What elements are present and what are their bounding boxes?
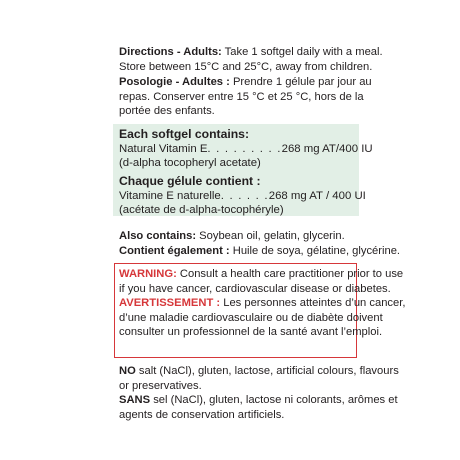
ingredient-note-en: (d-alpha tocopheryl acetate): [119, 157, 261, 169]
posologie-section: [119, 75, 372, 119]
warning-line-3: [119, 296, 406, 311]
free-from-heading-en: NO: [119, 365, 136, 377]
also-contains-text-fr: Huile de soya, gélatine, glycérine.: [229, 244, 401, 257]
warning-heading-fr: AVERTISSEMENT :: [119, 297, 221, 310]
free-from-fr-section: [119, 393, 398, 422]
also-contains-text-en: Soybean oil, gelatin, glycerin.: [196, 230, 345, 242]
free-from-line-2: or preservatives.: [119, 379, 202, 392]
warning-line-1: [119, 267, 404, 282]
free-from-line-4: agents de conservation artificiels.: [119, 408, 285, 421]
leader-dots-fr: . . . . . .: [220, 190, 269, 202]
directions-line-2: Store between 15°C and 25°C, away from children.: [119, 60, 373, 73]
ingredient-amount-fr: 268 mg AT / 400 UI: [268, 190, 366, 202]
warning-heading-en: WARNING:: [119, 268, 177, 280]
posologie-line-3: portée des enfants.: [119, 105, 215, 118]
warning-box: [114, 263, 406, 358]
directions-section: [119, 45, 383, 74]
also-contains-heading-fr: Contient également :: [119, 244, 230, 257]
warning-line-2: if you have cancer, cardiovascular disease or diabetes.: [119, 282, 391, 295]
ingredients-box: [113, 124, 373, 216]
warning-text-3: Les personnes atteintes d’un cancer,: [220, 297, 406, 310]
directions-text-1: Take 1 softgel daily with a meal.: [221, 46, 383, 58]
posologie-heading: Posologie - Adultes :: [119, 76, 230, 88]
free-from-text-3: sel (NaCl), gluten, lactose ni colorants, arômes et: [150, 394, 398, 406]
contents-heading-en: Each softgel contains:: [119, 127, 250, 141]
ingredient-row-fr: [119, 189, 366, 203]
free-from-text-1: salt (NaCl), gluten, lactose, artificial colours, flavours: [135, 365, 399, 377]
warning-text-1: Consult a health care practitioner prior to use: [176, 268, 404, 280]
free-from-en-section: [119, 364, 399, 393]
posologie-text-1: Prendre 1 gélule par jour au: [229, 76, 372, 88]
warning-line-4: d’une maladie cardiovasculaire ou de diabète doivent: [119, 311, 383, 324]
leader-dots-en: . . . . . . . . .: [207, 143, 282, 155]
posologie-line-1: [119, 75, 372, 90]
ingredient-note-fr: (acétate de d-alpha-tocophéryle): [119, 204, 284, 216]
also-contains-en: [119, 229, 357, 244]
ingredient-name-en: Natural Vitamin E: [119, 143, 208, 155]
product-label-panel: [119, 0, 406, 460]
warning-line-5: consulter un professionnel de la santé avant l’emploi.: [119, 326, 383, 339]
ingredient-amount-en: 268 mg AT/400 IU: [281, 143, 373, 155]
free-from-line-1: [119, 364, 399, 379]
directions-line-1: [119, 45, 383, 60]
also-contains-section: [119, 229, 401, 258]
also-contains-heading-en: Also contains:: [119, 230, 197, 242]
free-from-heading-fr: SANS: [119, 394, 151, 406]
also-contains-fr: [119, 244, 401, 259]
directions-heading: Directions - Adults:: [119, 46, 222, 58]
posologie-line-2: repas. Conserver entre 15 °C et 25 °C, hors de la: [119, 90, 364, 103]
ingredient-name-fr: Vitamine E naturelle: [119, 190, 221, 202]
ingredient-row-en: [119, 142, 373, 156]
free-from-line-3: [119, 393, 398, 408]
contents-heading-fr: Chaque gélule contient :: [119, 174, 261, 188]
